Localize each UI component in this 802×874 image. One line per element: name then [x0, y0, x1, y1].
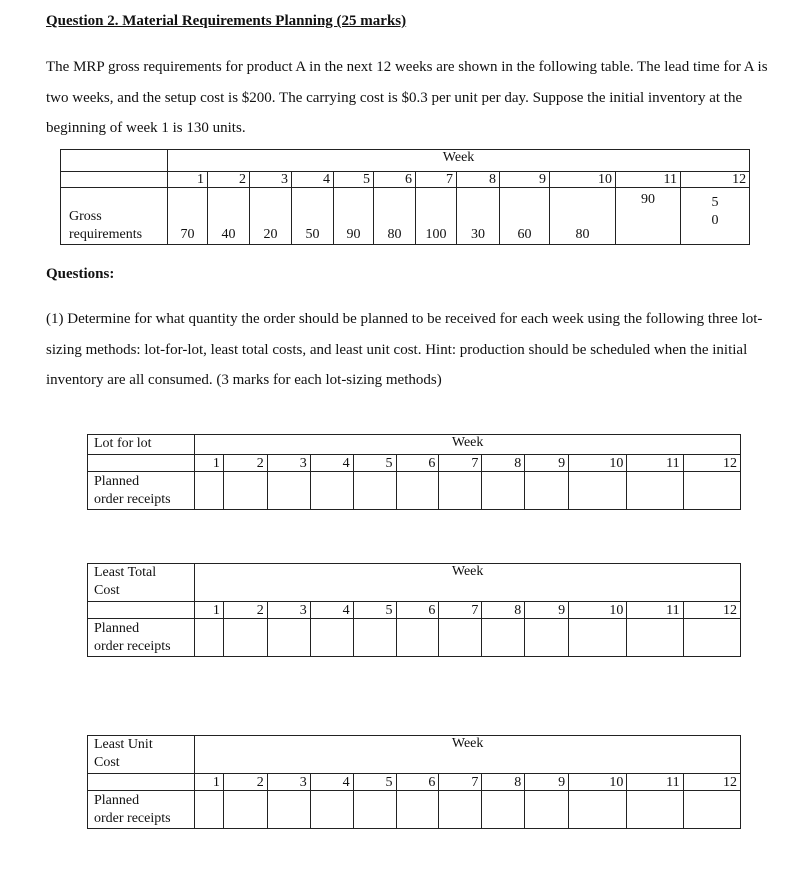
planned-order-receipt-input-cell[interactable] — [482, 791, 525, 829]
week-number-cell: 6 — [374, 172, 416, 188]
planned-order-receipt-input-cell[interactable] — [525, 619, 569, 657]
week-number-cell: 12 — [683, 602, 740, 619]
planned-order-receipt-input-cell[interactable] — [223, 619, 267, 657]
planned-order-receipt-input-cell[interactable] — [310, 472, 353, 510]
week-number-cell: 5 — [353, 774, 396, 791]
intro-paragraph: The MRP gross requirements for product A in the next 12 weeks are shown in the following table. The lead time for A is two weeks, and the setup cost is $200. The carrying cost is $0.3 per unit per day. Suppose the initial inventory at the beginning of week 1 is 130 units. — [46, 59, 768, 136]
week-header: Week — [168, 150, 750, 172]
blank-cell — [88, 455, 195, 472]
planned-order-receipt-input-cell[interactable] — [683, 791, 740, 829]
week-number-cell: 7 — [416, 172, 457, 188]
week-number-cell: 2 — [223, 774, 267, 791]
week-number-cell: 11 — [627, 602, 683, 619]
week-number-cell: 12 — [681, 172, 750, 188]
planned-order-receipt-input-cell[interactable] — [525, 472, 569, 510]
planned-order-receipt-input-cell[interactable] — [482, 472, 525, 510]
week-number-cell: 6 — [396, 774, 439, 791]
week-number-cell: 1 — [195, 774, 224, 791]
week-number-cell: 7 — [439, 455, 482, 472]
gross-requirements-table — [60, 149, 750, 245]
planned-order-receipt-input-cell[interactable] — [627, 472, 683, 510]
method-name-cell: Least Unit Cost — [88, 736, 195, 774]
week-number-cell: 4 — [310, 774, 353, 791]
lot-sizing-table-3 — [87, 735, 741, 829]
planned-order-receipt-input-cell[interactable] — [569, 472, 627, 510]
planned-order-receipts-label: Planned order receipts — [88, 619, 195, 657]
planned-order-receipts-label: Planned order receipts — [88, 472, 195, 510]
week-number-cell: 11 — [616, 172, 681, 188]
week-number-cell: 8 — [482, 455, 525, 472]
week-header: Week — [195, 736, 741, 774]
method-name-cell: Lot for lot — [88, 435, 195, 455]
week-number-cell: 7 — [439, 602, 482, 619]
gross-requirement-cell: 100 — [416, 188, 457, 245]
week-number-cell: 3 — [267, 774, 310, 791]
week-number-cell: 3 — [250, 172, 292, 188]
planned-order-receipt-input-cell[interactable] — [569, 791, 627, 829]
gross-requirements-row — [61, 188, 750, 245]
week-number-cell: 1 — [195, 602, 224, 619]
gross-requirement-cell: 80 — [550, 188, 616, 245]
week-number-cell: 9 — [525, 455, 569, 472]
week-number-cell: 10 — [569, 774, 627, 791]
planned-order-receipt-input-cell[interactable] — [482, 619, 525, 657]
planned-order-receipt-input-cell[interactable] — [223, 791, 267, 829]
planned-order-receipt-input-cell[interactable] — [683, 472, 740, 510]
week-number-cell: 6 — [396, 455, 439, 472]
gross-requirement-cell: 90 — [334, 188, 374, 245]
planned-order-receipt-input-cell[interactable] — [353, 472, 396, 510]
planned-order-receipt-input-cell[interactable] — [267, 791, 310, 829]
gross-requirement-cell: 70 — [168, 188, 208, 245]
corner-cell — [61, 150, 168, 172]
week-number-cell: 10 — [569, 602, 627, 619]
blank-cell — [88, 602, 195, 619]
week-number-cell: 5 — [353, 602, 396, 619]
week-number-cell: 2 — [223, 455, 267, 472]
planned-order-receipt-input-cell[interactable] — [195, 619, 224, 657]
week-number-row — [61, 172, 750, 188]
week-number-cell: 3 — [267, 455, 310, 472]
question-heading: Question 2. Material Requirements Planning (25 marks) — [46, 13, 407, 29]
week-number-cell: 4 — [292, 172, 334, 188]
gross-requirement-cell: 5 0 — [681, 188, 750, 245]
week-number-cell: 3 — [267, 602, 310, 619]
week-number-cell: 8 — [482, 774, 525, 791]
week-number-cell: 9 — [525, 602, 569, 619]
week-number-cell: 6 — [396, 602, 439, 619]
week-number-cell: 1 — [195, 455, 224, 472]
week-number-cell: 11 — [627, 774, 683, 791]
week-number-cell: 10 — [569, 455, 627, 472]
week-header: Week — [195, 564, 741, 602]
planned-order-receipts-label: Planned order receipts — [88, 791, 195, 829]
planned-order-receipt-input-cell[interactable] — [439, 619, 482, 657]
method-name-cell: Least Total Cost — [88, 564, 195, 602]
week-number-cell: 9 — [525, 774, 569, 791]
planned-order-receipt-input-cell[interactable] — [353, 619, 396, 657]
planned-order-receipt-input-cell[interactable] — [353, 791, 396, 829]
week-number-cell: 11 — [627, 455, 683, 472]
planned-order-receipt-input-cell[interactable] — [569, 619, 627, 657]
week-number-cell: 12 — [683, 774, 740, 791]
gross-requirement-cell: 80 — [374, 188, 416, 245]
week-number-cell: 9 — [500, 172, 550, 188]
questions-heading: Questions: — [46, 266, 115, 282]
planned-order-receipt-input-cell[interactable] — [267, 472, 310, 510]
corner-cell-2 — [61, 172, 168, 188]
week-number-cell: 10 — [550, 172, 616, 188]
planned-order-receipt-input-cell[interactable] — [195, 791, 224, 829]
planned-order-receipt-input-cell[interactable] — [396, 619, 439, 657]
gross-requirement-cell: 50 — [292, 188, 334, 245]
week-header: Week — [195, 435, 741, 455]
planned-order-receipt-input-cell[interactable] — [195, 472, 224, 510]
week-number-cell: 5 — [353, 455, 396, 472]
question-1-text: (1) Determine for what quantity the order should be planned to be received for each week using the following three lot-sizing methods: lot-for-lot, least total costs, and least unit cost. Hint: production should be scheduled when the initial inventory are all consumed. (3 marks for each lot-sizing methods) — [46, 311, 763, 388]
gross-requirement-cell: 90 — [616, 188, 681, 245]
planned-order-receipt-input-cell[interactable] — [627, 619, 683, 657]
gross-requirement-cell: 60 — [500, 188, 550, 245]
planned-order-receipt-input-cell[interactable] — [396, 791, 439, 829]
week-number-cell: 12 — [683, 455, 740, 472]
planned-order-receipt-input-cell[interactable] — [525, 791, 569, 829]
planned-order-receipt-input-cell[interactable] — [310, 791, 353, 829]
planned-order-receipt-input-cell[interactable] — [223, 472, 267, 510]
planned-order-receipt-input-cell[interactable] — [310, 619, 353, 657]
lot-sizing-table-1 — [87, 434, 741, 510]
week-number-cell: 8 — [457, 172, 500, 188]
gross-requirement-cell: 30 — [457, 188, 500, 245]
week-number-cell: 1 — [168, 172, 208, 188]
gross-requirements-label: Gross requirements — [61, 188, 168, 245]
week-number-cell: 7 — [439, 774, 482, 791]
week-number-cell: 2 — [208, 172, 250, 188]
blank-cell — [88, 774, 195, 791]
week-number-cell: 5 — [334, 172, 374, 188]
planned-order-receipt-input-cell[interactable] — [683, 619, 740, 657]
gross-requirement-cell: 40 — [208, 188, 250, 245]
planned-order-receipt-input-cell[interactable] — [439, 472, 482, 510]
week-number-cell: 4 — [310, 455, 353, 472]
week-number-cell: 4 — [310, 602, 353, 619]
planned-order-receipt-input-cell[interactable] — [627, 791, 683, 829]
week-number-cell: 8 — [482, 602, 525, 619]
planned-order-receipt-input-cell[interactable] — [439, 791, 482, 829]
week-number-cell: 2 — [223, 602, 267, 619]
lot-sizing-table-2 — [87, 563, 741, 657]
gross-requirement-cell: 20 — [250, 188, 292, 245]
planned-order-receipt-input-cell[interactable] — [396, 472, 439, 510]
planned-order-receipt-input-cell[interactable] — [267, 619, 310, 657]
